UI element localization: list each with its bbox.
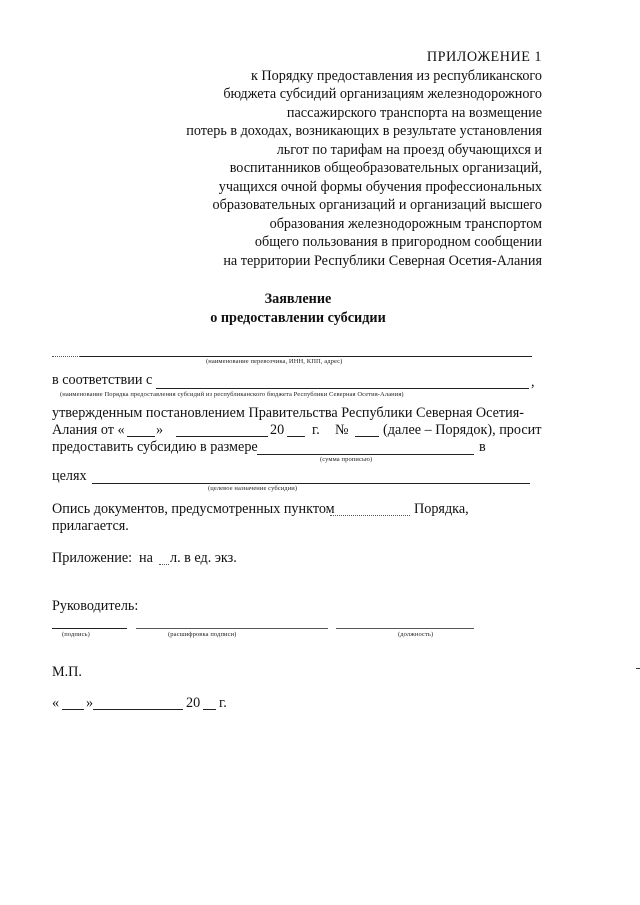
- attachment-rest: л. в ед. экз.: [170, 550, 237, 566]
- purpose-prefix: целях: [52, 468, 87, 484]
- appendix-block: [186, 48, 542, 270]
- final-date-open: «: [52, 695, 60, 711]
- appendix-line: пассажирского транспорта на возмещение: [286, 104, 542, 121]
- head-label: Руководитель:: [52, 598, 139, 614]
- date-quote-close: »: [156, 422, 164, 438]
- accordance-comma: ,: [531, 374, 535, 390]
- applicant-caption: (наименование перевозчика, ИНН, КПП, адрес): [206, 358, 343, 365]
- date-line-start: Алания от «: [52, 422, 125, 438]
- attachment-pages-field[interactable]: [159, 564, 169, 565]
- appendix-line: образовательных организаций и организаций высшего: [212, 197, 542, 213]
- final-day-field[interactable]: [62, 709, 84, 710]
- date-day-field[interactable]: [127, 436, 155, 437]
- final-year-prefix: 20: [186, 695, 201, 711]
- final-g: г.: [219, 695, 227, 711]
- appendix-line: бюджета субсидий организациям железнодорожного: [223, 86, 542, 102]
- amount-prefix: предоставить субсидию в размере: [52, 439, 258, 455]
- appendix-line: воспитанников общеобразовательных организаций,: [229, 160, 542, 176]
- amount-suffix: в: [479, 439, 486, 455]
- document-subtitle: о предоставлении субсидии: [210, 310, 386, 326]
- signature-field[interactable]: [52, 628, 127, 629]
- appendix-line: потерь в доходах, возникающих в результате установления: [186, 123, 542, 139]
- appendix-line: учащихся очной формы обучения профессиональных: [218, 178, 542, 195]
- date-month-field[interactable]: [176, 436, 268, 437]
- document-title: Заявление: [264, 291, 332, 307]
- applicant-field[interactable]: [80, 356, 532, 357]
- inventory-line-start: Опись документов, предусмотренных пунктом: [52, 501, 335, 517]
- purpose-field[interactable]: [92, 483, 530, 484]
- date-year-prefix: 20: [270, 422, 285, 438]
- stamp-label: М.П.: [52, 664, 82, 680]
- edge-mark: [636, 668, 640, 669]
- order-number-field[interactable]: [355, 436, 379, 437]
- appendix-line: общего пользования в пригородном сообщении: [254, 234, 542, 250]
- appendix-line: на территории Республики Северная Осетия-Алания: [223, 252, 542, 269]
- signature-caption: (подпись): [62, 631, 90, 638]
- appendix-line: образования железнодорожным транспортом: [269, 215, 542, 232]
- approved-line: утвержденным постановлением Правительства Республики Северная Осетия-: [52, 405, 524, 421]
- final-date-close: »: [86, 695, 94, 711]
- inventory-line-end: Порядка,: [414, 501, 469, 517]
- applicant-line-start: [52, 356, 80, 357]
- attachment-label: Приложение:: [52, 550, 133, 566]
- order-name-field[interactable]: [156, 388, 529, 389]
- attachment-on: на: [139, 550, 153, 566]
- signature-decoding-field[interactable]: [136, 628, 328, 629]
- date-line-end: (далее – Порядок), просит: [383, 422, 542, 438]
- final-year-field[interactable]: [203, 709, 216, 710]
- accordance-prefix: в соответствии с: [52, 372, 153, 388]
- amount-field[interactable]: [257, 454, 474, 455]
- date-g: г.: [312, 422, 320, 438]
- amount-caption: (сумма прописью): [320, 456, 373, 463]
- position-field[interactable]: [336, 628, 474, 629]
- order-caption: (наименование Порядка предоставления субсидий из республиканского бюджета Республики Северная Осетия-Алания): [60, 391, 404, 398]
- final-month-field[interactable]: [93, 709, 183, 710]
- purpose-caption: (целевое назначение субсидии): [208, 485, 298, 492]
- inventory-clause-field[interactable]: [330, 515, 410, 516]
- decoding-caption: (расшифровка подписи): [168, 631, 237, 638]
- position-caption: (должность): [398, 631, 434, 638]
- inventory-line-2: прилагается.: [52, 518, 129, 534]
- appendix-line: льгот по тарифам на проезд обучающихся и: [276, 141, 542, 158]
- date-year-field[interactable]: [287, 436, 305, 437]
- appendix-title: ПРИЛОЖЕНИЕ 1: [426, 49, 542, 65]
- appendix-line: к Порядку предоставления из республиканского: [250, 67, 542, 84]
- number-sign: №: [335, 422, 349, 438]
